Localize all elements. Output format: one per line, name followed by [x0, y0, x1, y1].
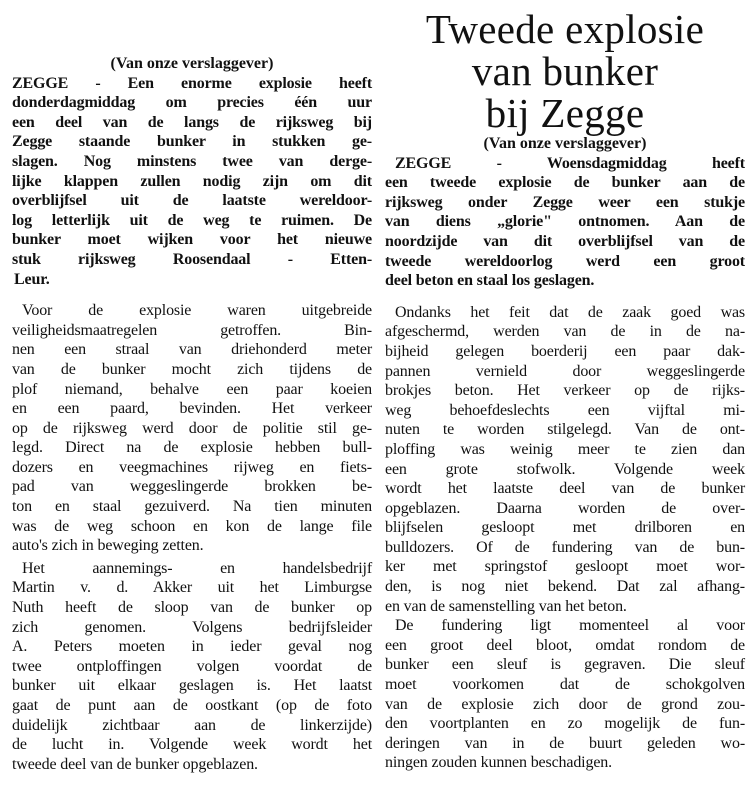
- text-line: lijke klappen zullen nodig zijn om dit: [12, 172, 372, 190]
- text-line: een deel van de langs de rijksweg bij: [12, 113, 372, 131]
- text-line: afgeschermd, werden van de in de na-: [385, 323, 745, 341]
- right-paragraph-2: [385, 616, 745, 773]
- headline-line: bij Zegge: [485, 90, 645, 136]
- text-line: overblijfsel uit de laatste wereldoor-: [12, 192, 372, 210]
- text-line: wordt het laatste deel van de bunker: [385, 480, 745, 498]
- headline: [385, 8, 745, 134]
- text-line: duidelijk zichtbaar aan de linkerzijde): [12, 716, 372, 734]
- text-line: was de weg schoon en kon de lange file: [12, 517, 372, 535]
- right-article: [385, 0, 745, 773]
- left-paragraph-2: [12, 559, 372, 775]
- text-line: nuten te worden stilgelegd. Van de ont-: [385, 421, 745, 439]
- text-line: Martin v. d. Akker uit het Limburgse: [12, 579, 372, 597]
- text-line: legd. Direct na de explosie hebben bull-: [12, 439, 372, 457]
- text-line: bunker uit elkaar geslagen is. Het laatst: [12, 677, 372, 695]
- text-line: brokjes beton. Het verkeer op de rijks-: [385, 382, 745, 400]
- left-byline: (Van onze verslaggever): [110, 55, 274, 72]
- text-line: de lucht in. Volgende week wordt het: [12, 736, 372, 754]
- right-byline: (Van onze verslaggever): [483, 135, 647, 152]
- text-line: pannen vernield door weggeslingerde: [385, 362, 745, 380]
- text-line: auto's zich in beweging zetten.: [12, 537, 204, 555]
- left-lead: [12, 74, 372, 290]
- text-line: twee ontploffingen volgen voordat de: [12, 657, 372, 675]
- left-paragraph-1: [12, 301, 372, 556]
- right-paragraph-1: [385, 303, 745, 617]
- text-line: tweede wereldoorlog werd een groot: [385, 252, 745, 270]
- text-line: ningen zouden kunnen beschadigen.: [385, 754, 612, 772]
- text-line: den voortplanten en zo mogelijk de fun-: [385, 715, 745, 733]
- text-line: en van de samenstelling van het beton.: [385, 597, 627, 615]
- text-line: Het aannemings- en handelsbedrijf: [22, 559, 372, 577]
- text-line: A. Peters moeten in ieder geval nog: [12, 638, 372, 656]
- text-line: den, is nog niet bekend. Dat zal afhang-: [385, 578, 745, 596]
- text-line: donderdagmiddag om precies één uur: [12, 94, 372, 112]
- text-line: log letterlijk uit de weg te ruimen. De: [12, 211, 372, 229]
- text-line: opgeblazen. Daarna worden de over-: [385, 499, 745, 517]
- text-line: Nuth heeft de sloop van de bunker op: [12, 599, 372, 617]
- text-line: weg behoefdeslechts een vijftal mi-: [385, 401, 745, 419]
- text-line: moet voorkomen dat de schokgolven: [385, 676, 745, 694]
- text-line: ploffing was weinig meer te zien dan: [385, 440, 745, 458]
- text-line: rijksweg onder Zegge weer een stukje: [385, 193, 745, 211]
- text-line: slagen. Nog minstens twee van derge-: [12, 152, 372, 170]
- right-lead: [385, 154, 745, 291]
- text-line: een tweede explosie de bunker aan de: [385, 174, 745, 192]
- text-line: blijfselen gesloopt met drilboren en: [385, 519, 745, 537]
- text-line: op de rijksweg werd door de politie stil ge-: [12, 419, 372, 437]
- text-line: Voor de explosie waren uitgebreide: [22, 302, 372, 320]
- text-line: ZEGGE - Woensdagmiddag heeft: [395, 154, 745, 172]
- text-line: noordzijde van dit overblijfsel van de: [385, 232, 745, 250]
- text-line: ker met springstof gesloopt moet wor-: [385, 558, 745, 576]
- text-line: een grote stofwolk. Volgende week: [385, 460, 745, 478]
- text-line: bijheid gelegen boerderij een paar dak-: [385, 342, 745, 360]
- text-line: bulldozers. Of de fundering van de bun-: [385, 538, 745, 556]
- text-line: een groot deel bloot, omdat rondom de: [385, 636, 745, 654]
- left-article: [12, 0, 372, 774]
- text-line: veiligheidsmaatregelen getroffen. Bin-: [12, 321, 372, 339]
- text-line: Ondanks het feit dat de zaak goed was: [395, 303, 745, 321]
- text-line: deringen van in de buurt geleden wo-: [385, 734, 745, 752]
- text-line: van diens „glorie" ontnomen. Aan de: [385, 213, 745, 231]
- text-line: van de bunker mocht zich tijdens de: [12, 360, 372, 378]
- text-line: bunker een sleuf is gegraven. Die sleuf: [385, 656, 745, 674]
- text-line: zich genomen. Volgens bedrijfsleider: [12, 618, 372, 636]
- text-line: deel beton en staal los geslagen.: [385, 272, 595, 290]
- text-line: ZEGGE - Een enorme explosie heeft: [12, 74, 372, 92]
- headline-line: van bunker: [471, 48, 659, 94]
- headline-line: Tweede explosie: [425, 6, 705, 52]
- text-line: tweede deel van de bunker opgeblazen.: [12, 755, 258, 773]
- text-line: nen een straal van driehonderd meter: [12, 341, 372, 359]
- text-line: Leur.: [14, 270, 50, 288]
- text-line: dozers en veegmachines rijweg en fiets-: [12, 458, 372, 476]
- text-line: pad van weggeslingerde brokken be-: [12, 478, 372, 496]
- text-line: van de explosie zich door de grond zou-: [385, 695, 745, 713]
- text-line: stuk rijksweg Roosendaal - Etten-: [12, 250, 372, 268]
- text-line: en een paard, bevinden. Het verkeer: [12, 400, 372, 418]
- text-line: gaat de punt aan de oostkant (op de foto: [12, 697, 372, 714]
- text-line: bunker moet wijken voor het nieuwe: [12, 231, 372, 249]
- text-line: Zegge staande bunker in stukken ge-: [12, 133, 372, 151]
- text-line: De fundering ligt momenteel al voor: [395, 617, 745, 635]
- text-line: ton en staal gezuiverd. Na tien minuten: [12, 498, 372, 516]
- text-line: plof niemand, behalve een paar koeien: [12, 380, 372, 398]
